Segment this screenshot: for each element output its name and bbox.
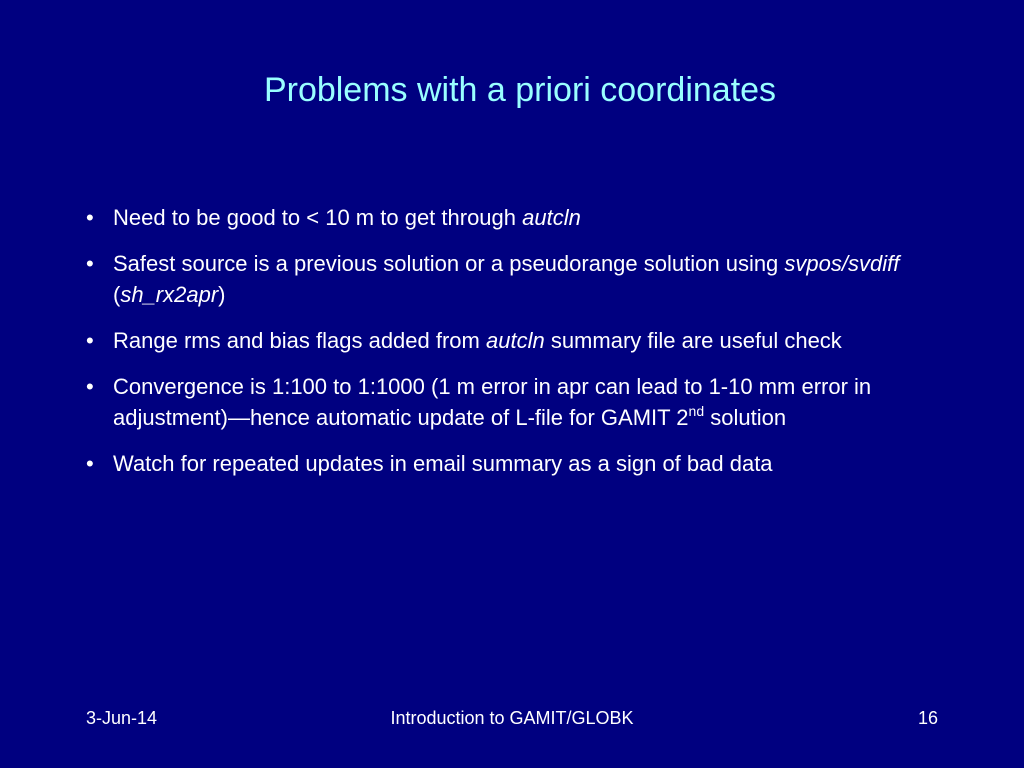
bullet-text: solution [704, 405, 787, 430]
bullet-item [86, 202, 916, 233]
footer-page-number: 16 [917, 708, 938, 728]
bullet-text: Range rms and bias flags added from [113, 328, 486, 353]
bullet-item [86, 248, 916, 310]
bullet-item [86, 325, 916, 356]
bullet-text: ) [218, 282, 226, 307]
bullet-italic-text: autcln [522, 205, 581, 230]
bullet-text: Need to be good to < 10 m to get through [113, 205, 523, 230]
bullet-text: ( [113, 282, 121, 307]
slide-title: Problems with a priori coordinates [263, 71, 777, 109]
bullet-italic-text: autcln [485, 328, 545, 353]
bullet-dot-icon: • [86, 251, 94, 276]
bullet-italic-text: svpos/svdiff [784, 251, 900, 276]
bullet-text: summary file are useful check [544, 328, 842, 353]
bullet-dot-icon: • [86, 328, 94, 353]
footer-title: Introduction to GAMIT/GLOBK [390, 708, 634, 728]
bullet-text: Watch for repeated updates in email summary as a sign of bad data [113, 451, 773, 476]
bullet-italic-text: sh_rx2apr [120, 282, 219, 307]
bullet-dot-icon: • [86, 374, 94, 399]
bullet-text: Convergence is 1:100 to 1:1000 (1 m error in apr can lead to 1-10 mm error in adjustment)—hence automatic update of L-file for GAMIT 2 [113, 374, 872, 430]
bullet-text: Safest source is a previous solution or a pseudorange solution using [113, 251, 785, 276]
bullet-dot-icon: • [86, 451, 94, 476]
footer-date: 3-Jun-14 [86, 708, 158, 728]
bullet-item [86, 448, 916, 479]
bullet-item [86, 371, 916, 433]
bullet-dot-icon: • [86, 205, 94, 230]
bullet-superscript: nd [688, 403, 705, 419]
bullet-list [86, 202, 916, 494]
